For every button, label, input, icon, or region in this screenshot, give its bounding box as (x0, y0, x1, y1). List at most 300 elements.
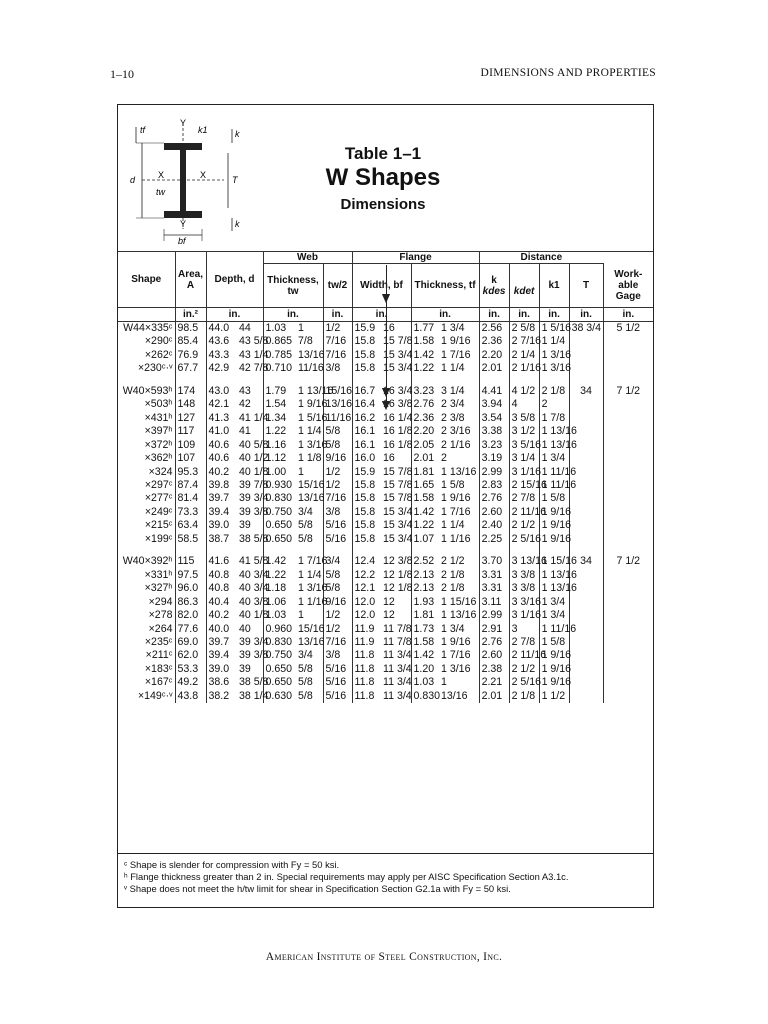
cell-shape: ×327ʰ (144, 582, 173, 595)
cell-d: 42.9 (206, 362, 237, 375)
cell-shape: W44×335ᶜ (123, 322, 173, 334)
footnotes (124, 859, 568, 895)
cell-area: 95.3 (175, 466, 206, 479)
cell-shape: ×199ᶜ (144, 532, 173, 545)
cell-d: 39.4 (206, 506, 237, 519)
cell-tf-frac: 1 13/16 (441, 465, 477, 478)
cell-shape: ×249ᶜ (144, 505, 173, 518)
unit-cell: in. (603, 308, 653, 322)
cell-area: 58.5 (175, 533, 206, 546)
table-row (118, 519, 653, 532)
cell-shape: ×264 (148, 622, 173, 635)
cell-d-frac: 38 1/4 (239, 689, 269, 702)
cell-area: 107 (175, 452, 206, 465)
cell-tw: 1.34 (263, 412, 296, 425)
cell-d: 38.7 (206, 533, 237, 546)
cell-tf-frac: 1 3/16 (441, 662, 471, 675)
cell-kdet: 3 5/8 (509, 412, 539, 425)
cell-tf-frac: 1 7/16 (441, 348, 471, 361)
cell-tw: 1.12 (263, 452, 296, 465)
cell-area: 63.4 (175, 519, 206, 532)
table-row (118, 555, 653, 568)
cell-area: 49.2 (175, 676, 206, 689)
cell-d-frac: 43 5/8 (239, 335, 269, 348)
unit-cell: in. (509, 308, 539, 322)
cell-k1: 1 9/16 (539, 649, 569, 662)
cell-tw2: 3/8 (323, 506, 352, 519)
cell-tf-frac: 1 3/4 (441, 622, 465, 635)
cell-tw2: 1/2 (323, 623, 352, 636)
table-row (118, 596, 653, 609)
cell-T (569, 636, 603, 649)
cell-tw: 0.750 (263, 649, 296, 662)
cell-area: 62.0 (175, 649, 206, 662)
cell-tf-frac: 2 1/2 (441, 555, 465, 568)
cell-shape: W40×392ʰ (122, 555, 173, 568)
cell-kdet: 3 1/16 (509, 466, 539, 479)
cell-kdet: 2 11/16 (509, 649, 539, 662)
cell-kdet: 2 7/8 (509, 636, 539, 649)
cell-shape: ×362ʰ (144, 452, 173, 465)
cell-d: 41.0 (206, 425, 237, 438)
cell-tf: 2.13 (411, 582, 439, 595)
cell-gage (603, 412, 653, 425)
cell-k1: 1 11/16 (539, 623, 569, 636)
cell-tw: 1.00 (263, 466, 296, 479)
cell-tw: 1.79 (263, 385, 296, 398)
cell-shape: ×331ʰ (144, 568, 173, 581)
table-row (118, 623, 653, 636)
cell-d-frac: 41 (239, 425, 251, 438)
cell-area: 85.4 (175, 335, 206, 348)
cell-area: 109 (175, 439, 206, 452)
table-number: Table 1–1 (344, 144, 422, 163)
cell-d-frac: 41 5/8 (239, 555, 269, 568)
cell-tw: 0.650 (263, 663, 296, 676)
cell-area: 43.8 (175, 690, 206, 703)
label-tw: tw (156, 187, 165, 197)
cell-tf: 1.65 (411, 479, 439, 492)
cell-bf-frac: 15 3/4 (383, 362, 413, 375)
cell-T (569, 690, 603, 703)
cell-d-frac: 38 5/8 (239, 676, 269, 689)
cell-d: 43.6 (206, 335, 237, 348)
cell-kdet: 4 1/2 (509, 385, 539, 398)
footnote-rule (117, 853, 654, 854)
cell-shape: ×290ᶜ (144, 335, 173, 348)
cell-tw-frac: 13/16 (298, 635, 325, 648)
cell-kdet: 3 3/16 (509, 596, 539, 609)
table-row (118, 582, 653, 595)
cell-tw-frac: 5/8 (298, 532, 313, 545)
table-row (118, 466, 653, 479)
cell-gage: 5 1/2 (603, 322, 653, 336)
cell-kdes: 3.19 (479, 452, 509, 465)
cell-tf: 1.81 (411, 609, 439, 622)
cell-d-frac: 39 (239, 662, 251, 675)
cell-k1: 1 3/4 (539, 452, 569, 465)
cell-tw-frac: 5/8 (298, 689, 313, 702)
cell-tf: 1.42 (411, 349, 439, 362)
unit-cell: in.² (175, 308, 206, 322)
cell-d-frac: 42 7/8 (239, 362, 269, 375)
header-group-flange: Flange (352, 252, 479, 264)
table-row (118, 676, 653, 689)
cell-k1: 1 1/4 (539, 335, 569, 348)
cell-bf-frac: 15 7/8 (383, 478, 413, 491)
cell-tf-frac: 1 3/4 (441, 322, 465, 334)
cell-tw-frac: 13/16 (298, 348, 325, 361)
cell-shape: ×183ᶜ (144, 662, 173, 675)
header-gage: Work- able Gage (603, 264, 653, 308)
cell-bf: 16.2 (352, 412, 381, 425)
cell-bf-frac: 16 1/8 (383, 425, 413, 438)
cell-bf: 12.1 (352, 582, 381, 595)
cell-bf: 12.2 (352, 569, 381, 582)
cell-area: 82.0 (175, 609, 206, 622)
cell-bf-frac: 15 3/4 (383, 519, 413, 532)
cell-gage (603, 596, 653, 609)
cell-d-frac: 40 5/8 (239, 438, 269, 451)
cell-gage: 7 1/2 (603, 385, 653, 398)
cell-kdet: 3 5/16 (509, 439, 539, 452)
cell-area: 86.3 (175, 596, 206, 609)
cell-kdes: 2.25 (479, 533, 509, 546)
cell-T (569, 609, 603, 622)
cell-tw: 0.710 (263, 362, 296, 375)
cell-kdet: 3 1/4 (509, 452, 539, 465)
cell-tw2: 13/16 (323, 398, 352, 411)
cell-tf: 2.05 (411, 439, 439, 452)
cell-tf-frac: 1 15/16 (441, 595, 477, 608)
dimensions-table (118, 251, 653, 703)
cell-gage: 7 1/2 (603, 555, 653, 568)
cell-tw2: 1/2 (323, 466, 352, 479)
cell-bf: 12.0 (352, 596, 381, 609)
cell-d: 40.6 (206, 452, 237, 465)
label-bf: bf (178, 236, 186, 246)
cell-tf: 1.73 (411, 623, 439, 636)
table-row (118, 649, 653, 662)
cell-area: 77.6 (175, 623, 206, 636)
cell-tw2: 5/8 (323, 582, 352, 595)
cell-tf: 2.36 (411, 412, 439, 425)
unit-cell: in. (323, 308, 352, 322)
cell-area: 87.4 (175, 479, 206, 492)
label-k-top: k (235, 129, 240, 139)
cell-shape: ×235ᶜ (144, 635, 173, 648)
cell-gage (603, 676, 653, 689)
cell-tf: 2.13 (411, 569, 439, 582)
cell-d-frac: 40 (239, 622, 251, 635)
cell-k1: 1 11/16 (539, 466, 569, 479)
cell-bf-frac: 15 3/4 (383, 532, 413, 545)
cell-bf: 16.1 (352, 425, 381, 438)
cell-tw2: 11/16 (323, 412, 352, 425)
label-y-bottom: Y (180, 219, 187, 229)
cell-kdes: 2.38 (479, 663, 509, 676)
cell-d-frac: 39 (239, 519, 251, 532)
cell-kdes: 3.31 (479, 582, 509, 595)
cell-kdes: 2.21 (479, 676, 509, 689)
table-row (118, 439, 653, 452)
cell-bf-frac: 16 3/8 (383, 398, 413, 411)
cell-tw: 0.750 (263, 506, 296, 519)
cell-d: 38.6 (206, 676, 237, 689)
cell-bf: 15.9 (352, 322, 381, 336)
cell-tw2: 15/16 (323, 385, 352, 398)
cell-tf-frac: 1 7/16 (441, 505, 471, 518)
cell-shape: ×262ᶜ (144, 348, 173, 361)
cell-k1: 1 5/8 (539, 636, 569, 649)
cell-tw2: 3/8 (323, 362, 352, 375)
cell-bf: 12.0 (352, 609, 381, 622)
cell-kdes: 3.23 (479, 439, 509, 452)
cell-bf-frac: 11 3/4 (383, 649, 412, 662)
cell-tf: 2.52 (411, 555, 439, 568)
cell-gage (603, 362, 653, 375)
cell-k1: 2 1/8 (539, 385, 569, 398)
cell-tf: 1.22 (411, 519, 439, 532)
cell-bf: 15.8 (352, 349, 381, 362)
cell-gage (603, 506, 653, 519)
cell-T (569, 663, 603, 676)
page-number: 1–10 (110, 67, 134, 81)
cell-shape: ×230ᶜ·ᵛ (137, 362, 173, 375)
cell-tw: 0.830 (263, 636, 296, 649)
header-area: Area, A (175, 252, 206, 308)
cell-tf: 1.81 (411, 466, 439, 479)
cell-d: 40.4 (206, 596, 237, 609)
cell-d-frac: 39 3/4 (239, 492, 269, 505)
cell-tw-frac: 15/16 (298, 622, 325, 635)
cell-k1: 1 3/4 (539, 596, 569, 609)
cell-bf-frac: 15 7/8 (383, 335, 413, 348)
cell-tw: 0.865 (263, 335, 296, 348)
cell-d-frac: 40 1/2 (239, 452, 269, 465)
footnote-slender: ᶜ Shape is slender for compression with Fy = 50 ksi. (124, 859, 340, 870)
cell-gage (603, 609, 653, 622)
cell-d-frac: 40 3/4 (239, 582, 269, 595)
cell-tw: 1.42 (263, 555, 296, 568)
cell-tw: 0.830 (263, 492, 296, 505)
cell-tf-frac: 1 1/4 (441, 362, 465, 375)
header-flange-thickness: Thickness, tf (411, 264, 479, 308)
cell-T: 34 (569, 385, 603, 398)
cell-kdet: 2 11/16 (509, 506, 539, 519)
cell-T (569, 452, 603, 465)
cell-tw-frac: 1 1/4 (298, 568, 322, 581)
cell-T: 34 (569, 555, 603, 568)
cell-bf: 15.8 (352, 362, 381, 375)
cell-d-frac: 39 7/8 (239, 478, 269, 491)
cell-d: 40.2 (206, 466, 237, 479)
cell-d: 38.2 (206, 690, 237, 703)
cell-d-frac: 44 (239, 322, 251, 334)
cell-T (569, 676, 603, 689)
cell-k1: 1 13/16 (539, 582, 569, 595)
cell-kdes: 3.31 (479, 569, 509, 582)
cell-shape: W40×593ʰ (122, 384, 173, 397)
cell-k1: 2 (539, 398, 569, 411)
cell-k1: 1 13/16 (539, 439, 569, 452)
cell-d: 40.8 (206, 582, 237, 595)
cell-tw-frac: 3/4 (298, 505, 313, 518)
cell-d: 40.6 (206, 439, 237, 452)
cell-tw: 0.630 (263, 690, 296, 703)
cell-tf-frac: 2 1/8 (441, 568, 465, 581)
cell-tf-frac: 2 1/16 (441, 438, 471, 451)
cell-d: 39.7 (206, 636, 237, 649)
cell-kdet: 2 15/16 (509, 479, 539, 492)
cell-tf: 2.76 (411, 398, 439, 411)
cell-shape: ×324 (148, 465, 173, 478)
cell-tw2: 1/2 (323, 322, 352, 336)
label-tf: tf (140, 125, 146, 135)
cell-bf-frac: 12 (383, 609, 395, 622)
cell-d: 39.7 (206, 492, 237, 505)
table-title: W Shapes (325, 164, 441, 191)
cell-area: 73.3 (175, 506, 206, 519)
cell-tw: 0.650 (263, 519, 296, 532)
cell-kdes: 2.60 (479, 649, 509, 662)
cell-tf: 0.830 (411, 690, 439, 703)
cell-bf-frac: 15 3/4 (383, 505, 413, 518)
cell-area: 67.7 (175, 362, 206, 375)
cell-bf: 12.4 (352, 555, 381, 568)
label-d: d (130, 175, 136, 185)
cell-kdes: 2.99 (479, 466, 509, 479)
cell-tw2: 5/8 (323, 439, 352, 452)
cell-tw2: 9/16 (323, 596, 352, 609)
cell-k1: 1 3/4 (539, 609, 569, 622)
cell-d-frac: 40 1/8 (239, 609, 269, 622)
cell-shape: ×297ᶜ (144, 478, 173, 491)
cell-k1: 1 15/16 (539, 555, 569, 568)
cell-d-frac: 43 (239, 384, 251, 397)
cell-shape: ×211ᶜ (145, 649, 173, 662)
cell-bf: 16.0 (352, 452, 381, 465)
cell-k1: 1 5/8 (539, 492, 569, 505)
cell-kdet: 3 1/16 (509, 609, 539, 622)
table-row (118, 663, 653, 676)
table-row (118, 506, 653, 519)
cell-shape: ×372ʰ (144, 438, 173, 451)
cell-d: 43.3 (206, 349, 237, 362)
cell-kdes: 3.11 (479, 596, 509, 609)
cell-bf: 15.8 (352, 519, 381, 532)
cell-kdes: 2.76 (479, 636, 509, 649)
cell-T (569, 398, 603, 411)
cell-tw2: 5/8 (323, 569, 352, 582)
cell-kdes: 2.01 (479, 362, 509, 375)
table-row (118, 425, 653, 438)
cell-shape: ×149ᶜ·ᵛ (137, 689, 173, 702)
cell-gage (603, 479, 653, 492)
cell-bf-frac: 15 3/4 (383, 348, 413, 361)
cell-bf-frac: 11 7/8 (383, 622, 412, 635)
cell-tf: 2.01 (411, 452, 439, 465)
cell-tw2: 5/16 (323, 690, 352, 703)
label-k1: k1 (198, 125, 208, 135)
cell-tw2: 1/2 (323, 479, 352, 492)
cell-tf: 1.07 (411, 533, 439, 546)
cell-tw-frac: 1 (298, 465, 304, 478)
cell-kdet: 3 3/8 (509, 569, 539, 582)
cell-bf: 15.8 (352, 506, 381, 519)
cell-gage (603, 519, 653, 532)
cell-tf: 1.20 (411, 663, 439, 676)
cell-d-frac: 41 1/4 (239, 411, 269, 424)
cell-gage (603, 398, 653, 411)
cell-d-frac: 40 3/8 (239, 595, 269, 608)
cell-gage (603, 690, 653, 703)
cell-d: 43.0 (206, 385, 237, 398)
cell-kdes: 2.36 (479, 335, 509, 348)
cell-tw2: 7/16 (323, 636, 352, 649)
cell-d-frac: 40 3/4 (239, 568, 269, 581)
cell-gage (603, 492, 653, 505)
cell-k1: 1 9/16 (539, 519, 569, 532)
cell-tf: 1.03 (411, 676, 439, 689)
cell-tw-frac: 1 5/16 (298, 411, 328, 424)
cell-gage (603, 452, 653, 465)
cell-kdes: 3.70 (479, 555, 509, 568)
cell-d: 40.8 (206, 569, 237, 582)
table-row (118, 533, 653, 546)
cell-bf-frac: 16 3/4 (383, 384, 413, 397)
cell-tw: 0.960 (263, 623, 296, 636)
cell-tf-frac: 1 7/16 (441, 649, 471, 662)
unit-cell: in. (206, 308, 263, 322)
cell-gage (603, 349, 653, 362)
cell-T (569, 349, 603, 362)
cell-d: 39.0 (206, 663, 237, 676)
cell-tf-frac: 2 3/16 (441, 425, 471, 438)
cell-gage (603, 335, 653, 348)
header-k: k (491, 274, 497, 286)
cell-kdes: 2.40 (479, 519, 509, 532)
cell-tf-frac: 1 (441, 676, 447, 689)
table-row (118, 690, 653, 703)
cell-area: 117 (175, 425, 206, 438)
cell-T: 38 3/4 (569, 322, 603, 336)
cell-tw-frac: 5/8 (298, 662, 313, 675)
label-t: T (232, 175, 238, 185)
cell-bf: 11.9 (352, 623, 381, 636)
cell-tf: 1.58 (411, 492, 439, 505)
cell-kdet: 2 7/8 (509, 492, 539, 505)
cell-bf-frac: 11 3/4 (383, 689, 412, 702)
cell-d-frac: 39 3/8 (239, 649, 269, 662)
cell-gage (603, 466, 653, 479)
cell-bf: 11.8 (352, 676, 381, 689)
cell-tw2: 3/4 (323, 555, 352, 568)
cell-tf: 1.58 (411, 636, 439, 649)
label-x-right: X (200, 170, 207, 180)
header-kdes-label: kdes (482, 285, 506, 297)
cell-d: 40.2 (206, 609, 237, 622)
footnote-shear: ᵛ Shape does not meet the h/tw limit for shear in Specification Section G2.1a with Fy = 50 ksi. (124, 883, 511, 894)
cell-bf-frac: 16 (383, 452, 395, 465)
header-group-distance: Distance (479, 252, 603, 264)
cell-tw2: 1/2 (323, 609, 352, 622)
cell-kdes: 2.76 (479, 492, 509, 505)
cell-tw-frac: 1 13/16 (298, 384, 334, 397)
cell-tf-frac: 2 3/8 (441, 411, 465, 424)
cell-area: 76.9 (175, 349, 206, 362)
cell-kdes: 2.01 (479, 690, 509, 703)
